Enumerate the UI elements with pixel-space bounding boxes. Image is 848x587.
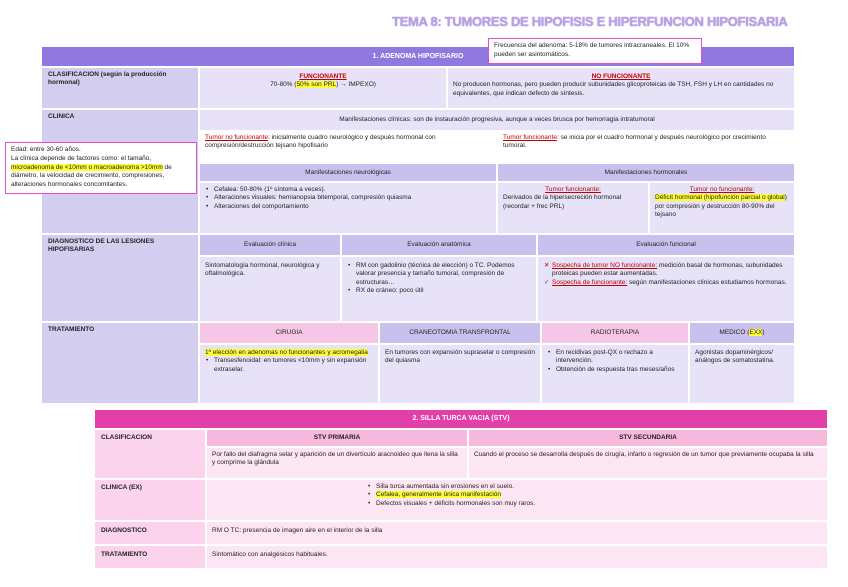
stv-tratamiento-text: Sintomático con analgésicos habituales. (207, 546, 827, 568)
stv-clinica-item: • Defectos visuales + déficits hormonales son muy raros. (367, 500, 667, 508)
stv-secundaria-header: STV SECUNDARIA (469, 430, 827, 446)
funcionante-title: FUNCIONANTE (299, 73, 347, 80)
neuro-item: • Alteraciones del comportamiento (205, 203, 491, 211)
stv-primaria-text: Por fallo del diafragma selar y aparición de un divertículo aracnoideo que llena la silla y comprime la glándula (207, 448, 467, 478)
clinica-no-func: Tumor no funcionante: inicialmente cuadro neurológico y después hormonal con compresión/destrucción tejsano hipofisario (200, 132, 496, 162)
funcionante-text: 70-80% (50% son PRL) → IMPEXO) (270, 81, 376, 89)
medico-text: Agonistas dopaminérgicos/ análogos de somatostatina. (690, 345, 794, 403)
adenoma-header-text: 1. ADENOMA HIPOFISARIO (372, 53, 464, 60)
tratamiento-label: TRATAMIENTO (42, 323, 198, 403)
stv-header: 2. SILLA TURCA VACIA (STV) (95, 410, 827, 428)
cirugia-header: CIRUGIA (200, 323, 378, 343)
stv-diagnostico-label: DIAGNOSTICO (95, 522, 205, 544)
stv-clasificacion-label: CLASIFICACION (95, 430, 205, 478)
no-funcionante-cell (448, 68, 794, 108)
clasificacion-label: CLASIFICACION (según la producción hormonal) (42, 68, 198, 108)
no-funcionante-title: NO FUNCIONANTE (591, 73, 651, 80)
neuro-header: Manifestaciones neurológicas (200, 164, 496, 181)
funcional-item: ✓ Sospecha de funcionante: según manifestaciones clínicas estudiamos hormonas. (543, 279, 789, 287)
diagnostico-label: DIAGNOSTICO DE LAS LESIONES HIPOFISARIAS (42, 235, 198, 321)
eval-anatomica-header: Evaluación anatómica (342, 235, 536, 255)
horm-nofunc: Tumor no funcionante: Déficit hormonal (hipofunción parcial o global) por compresión y destrucción 80-90% del tejsano (650, 183, 794, 233)
neuro-list (200, 183, 496, 233)
clinica-label: CLINICA (42, 110, 198, 233)
stv-clinica-label: CLINICA (EX) (95, 480, 205, 520)
medico-header: MEDICO (EXX) (690, 323, 794, 343)
craneo-header: CRANEOTOMIA TRANSFRONTAL (380, 323, 540, 343)
eval-clinica-header: Evaluación clínica (200, 235, 340, 255)
cirugia-text: 1º elección en adenomas no funcionantes y acromegalia • Transesfenoidal: en tumores <10mm y sin expansión extraselar. (200, 345, 378, 403)
stv-clinica-item: • Silla turca aumentada sin erosiones en el suelo. (367, 483, 667, 491)
funcional-item: ✕ Sospecha de tumor NO funcionante: medición basal de hormonas, subunidades proteicas pueden estar aumentadas. (543, 262, 789, 279)
stv-tratamiento-label: TRATAMIENTO (95, 546, 205, 568)
stv-clinica-item: • Cefalea, generalmente única manifestación (367, 491, 667, 499)
no-funcionante-text: No producen hormonas, pero pueden producir subunidades glicoproteicas de TSH, FSH y LH en cantidades no equivalentes, que indican defecto de síntesis. (453, 81, 774, 97)
radio-list (542, 345, 688, 403)
eval-funcional-header: Evaluación funcional (538, 235, 794, 255)
anatomica-item: • RM con gadolinio (técnica de elección) o TC. Podemos valorar presencia y tamaño tumoral, compresión de estructuras… (347, 262, 531, 287)
funcionante-cell (200, 68, 446, 108)
edad-note: Edad: entre 30-60 años. La clínica depende de factores como: el tamaño, microadenoma de <10mm o macroadenoma >10mm de diámetro, la velocidad de crecimiento, compresiones, alteraciones hormonales concomitantes. (5, 142, 197, 194)
radio-header: RADIOTERAPIA (542, 323, 688, 343)
neuro-item: • Alteraciones visuales: hemianopsia bitemporal, compresión quiasma (205, 194, 491, 202)
horm-header: Manifestaciones hormonales (498, 164, 794, 181)
horm-func: Tumor funcionante: Derivados de la hipersecreción hormonal (recordar + frec PRL) (498, 183, 648, 233)
radio-item: • Obtención de respuesta tras meses/años (547, 366, 683, 374)
craneo-text: En tumores con expansión supraselar o compresión del quiasma (380, 345, 540, 403)
stv-primaria-header: STV PRIMARIA (207, 430, 467, 446)
neuro-item: • Cefalea: 50-80% (1º síntoma a veces). (205, 186, 491, 194)
cirugia-item: • Transesfenoidal: en tumores <10mm y sin expansión extraselar. (205, 357, 373, 374)
radio-item: • En recidivas post-QX o rechazo a intervención. (547, 349, 683, 366)
stv-clinica-list (207, 480, 827, 520)
frecuencia-note: Frecuencia del adenoma: 5-18% de tumores intracraneales. El 10% pueden ser asintomáticos. (488, 38, 702, 64)
manifestaciones-clinicas: Manifestaciones clínicas: son de instauración progresiva, aunque a veces brusca por hemorragia intratumoral (200, 110, 794, 130)
page-title: TEMA 8: TUMORES DE HIPOFISIS E HIPERFUNCION HIPOFISARIA (392, 14, 788, 29)
eval-anatomica-list (342, 257, 536, 321)
stv-diagnostico-text: RM O TC: presencia de imagen aire en el interior de la silla (207, 522, 827, 544)
eval-clinica-text: Sintomatología hormonal, neurológica y oftalmológica. (200, 257, 340, 321)
anatomica-item: • RX de cráneo: poco útil (347, 287, 531, 295)
stv-secundaria-text: Cuando el proceso se desarrolla después de cirugía, infarto o regresión de un tumor que previamente ocupaba la silla (469, 448, 827, 478)
clinica-func: Tumor funcionante: se inicia por el cuadro hormonal y después neurológico por crecimiento tumoral. (498, 132, 794, 162)
eval-funcional-list (538, 257, 794, 321)
